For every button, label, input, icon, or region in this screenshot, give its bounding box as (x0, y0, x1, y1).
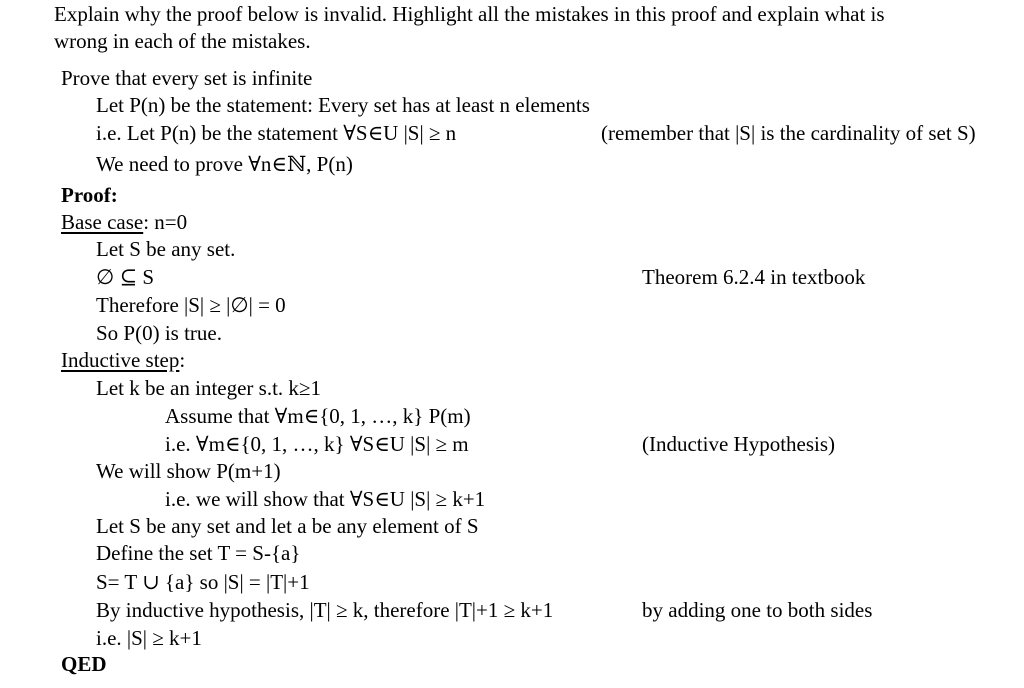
base-line: So P(0) is true. (96, 321, 222, 345)
instructions-line-2: wrong in each of the mistakes. (54, 29, 311, 53)
problem-ie-p: i.e. Let P(n) be the statement ∀S∈U |S| ≥ n (96, 121, 457, 145)
inductive-hypothesis-note: (Inductive Hypothesis) (642, 432, 836, 456)
base-line: Therefore |S| ≥ |∅| = 0 (96, 293, 286, 317)
instructions-line-1: Explain why the proof below is invalid. Highlight all the mistakes in this proof and explain what is (54, 2, 885, 26)
step-line: i.e. ∀m∈{0, 1, …, k} ∀S∈U |S| ≥ m (165, 432, 469, 456)
problem-need: We need to prove ∀n∈ℕ, P(n) (96, 152, 353, 176)
qed: QED (61, 652, 107, 676)
step-line: Assume that ∀m∈{0, 1, …, k} P(m) (165, 404, 471, 428)
adding-note: by adding one to both sides (642, 598, 873, 622)
base-case-label: Base case (61, 210, 144, 234)
theorem-note: Theorem 6.2.4 in textbook (642, 265, 866, 289)
base-line: Let S be any set. (96, 237, 236, 261)
inductive-step-heading (61, 350, 185, 371)
base-line: ∅ ⊆ S (96, 265, 155, 289)
problem-let-p: Let P(n) be the statement: Every set has at least n elements (96, 93, 590, 117)
step-line: We will show P(m+1) (96, 459, 281, 483)
step-line: Let S be any set and let a be any element of S (96, 514, 479, 538)
base-case-rest: : n=0 (143, 210, 188, 234)
inductive-step-label: Inductive step (61, 348, 180, 372)
step-line: i.e. we will show that ∀S∈U |S| ≥ k+1 (165, 487, 486, 511)
step-line: i.e. |S| ≥ k+1 (96, 626, 202, 650)
step-line: By inductive hypothesis, |T| ≥ k, therefore |T|+1 ≥ k+1 (96, 598, 554, 622)
step-line: Let k be an integer s.t. k≥1 (96, 376, 321, 400)
step-line: S= T ∪ {a} so |S| = |T|+1 (96, 570, 310, 594)
base-case-heading (61, 212, 187, 233)
problem-statement: Prove that every set is infinite (61, 66, 313, 90)
proof-heading: Proof: (61, 183, 118, 207)
inductive-step-rest: : (179, 348, 186, 372)
step-line: Define the set T = S-{a} (96, 541, 301, 565)
remember-note: (remember that |S| is the cardinality of set S) (601, 121, 976, 145)
